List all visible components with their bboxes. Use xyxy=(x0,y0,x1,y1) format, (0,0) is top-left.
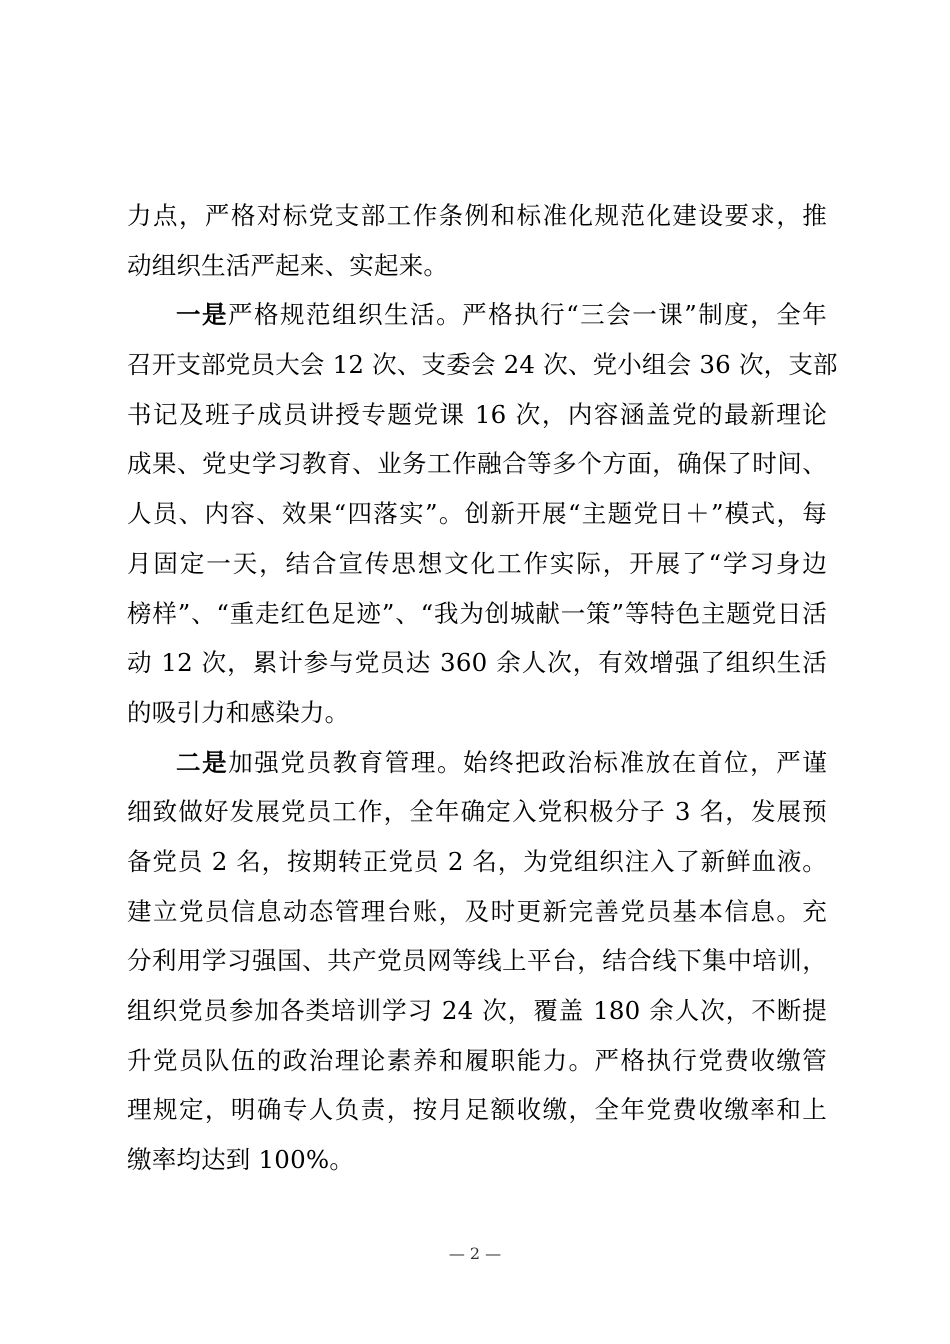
text-line: 力点，严格对标党支部工作条例和标准化规范化建设要求，推 xyxy=(127,201,827,230)
text-line: 动组织生活严起来、实起来。 xyxy=(127,250,449,280)
text-line: 榜样”、“重走红色足迹”、“我为创城献一策”等特色主题党日活 xyxy=(127,598,827,628)
document-body xyxy=(127,191,838,1185)
paragraph-organization-life xyxy=(127,290,838,737)
paragraph-lead: 一是 xyxy=(176,300,229,330)
paragraph-intro xyxy=(127,191,827,290)
text-line: 理规定，明确专人负责，按月足额收缴，全年党费收缴率和上 xyxy=(127,1095,827,1125)
text-line: 成果、党史学习教育、业务工作融合等多个方面，确保了时间、 xyxy=(127,449,827,479)
text-line: 动 12 次，累计参与党员达 360 余人次，有效增强了组织生活 xyxy=(127,648,827,678)
text-line: 书记及班子成员讲授专题党课 16 次，内容涵盖党的最新理论 xyxy=(127,399,827,429)
text-line: 缴率均达到 100%。 xyxy=(127,1145,355,1175)
paragraph-member-education xyxy=(127,738,827,1185)
text-line: 的吸引力和感染力。 xyxy=(127,697,350,727)
paragraph-lead: 二是 xyxy=(176,747,229,777)
text-line: 组织党员参加各类培训学习 24 次，覆盖 180 余人次，不断提 xyxy=(127,996,827,1025)
text-line xyxy=(127,738,827,788)
text-span: 加强党员教育管理。始终把政治标准放在首位，严谨 xyxy=(228,747,827,777)
text-line: 细致做好发展党员工作，全年确定入党积极分子 3 名，发展预 xyxy=(127,797,827,827)
text-span: 严格规范组织生活。严格执行“三会一课”制度，全年 xyxy=(228,300,827,330)
text-line: 月固定一天，结合宣传思想文化工作实际，开展了“学习身边 xyxy=(127,548,827,578)
text-line: 人员、内容、效果“四落实”。创新开展“主题党日＋”模式，每 xyxy=(127,499,827,529)
page-number: — 2 — xyxy=(448,1244,502,1263)
text-line: 备党员 2 名，按期转正党员 2 名，为党组织注入了新鲜血液。 xyxy=(127,846,827,876)
text-line: 升党员队伍的政治理论素养和履职能力。严格执行党费收缴管 xyxy=(127,1045,827,1075)
text-line: 召开支部党员大会 12 次、支委会 24 次、党小组会 36 次，支部 xyxy=(127,350,838,380)
text-line: 建立党员信息动态管理台账，及时更新完善党员基本信息。充 xyxy=(127,896,827,926)
text-line: 分利用学习强国、共产党员网等线上平台，结合线下集中培训， xyxy=(127,946,827,976)
text-line xyxy=(127,290,827,340)
